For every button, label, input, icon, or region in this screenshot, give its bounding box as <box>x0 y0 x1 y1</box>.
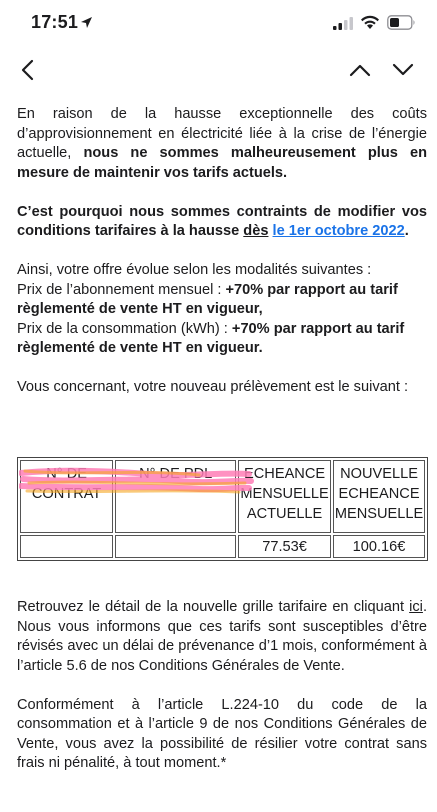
header-new-payment: NOUVELLE ECHEANCE MENSUELLE <box>333 460 425 533</box>
mail-nav-bar <box>0 48 437 94</box>
current-payment-cell: 77.53€ <box>238 535 331 558</box>
header-current-payment: ECHEANCE MENSUELLE ACTUELLE <box>238 460 331 533</box>
wifi-icon <box>360 15 380 30</box>
paragraph-tariff-change <box>17 203 427 242</box>
chevron-down-icon <box>392 63 414 77</box>
location-arrow-icon <box>80 16 93 29</box>
p2-end: . <box>404 223 409 239</box>
status-bar <box>0 0 437 48</box>
previous-message-button[interactable] <box>345 55 375 85</box>
table-row <box>20 535 425 558</box>
paragraph-termination-right: Conformément à l’article L.224-10 du code de la consommation et à l’article 9 de nos Conditions Générales de Vente, vous avez la possibilité de résilier votre contrat sans frais ni pénalité, à tout moment.* <box>17 696 427 771</box>
redaction-scribble <box>19 459 255 499</box>
battery-icon <box>387 15 416 30</box>
billing-table <box>17 457 428 561</box>
header-contract-number: N° DE CONTRAT <box>20 460 113 533</box>
paragraph-new-debit: Vous concernant, votre nouveau prélèvement est le suivant : <box>17 379 409 395</box>
subscription-price-label: Prix de l’abonnement mensuel : <box>17 281 226 298</box>
p2-underlined-text: dès <box>243 223 269 239</box>
back-button[interactable] <box>12 55 42 85</box>
consumption-price-value: +70% par rapport au tarif règlementé de vente HT en vigueur. <box>17 320 405 356</box>
paragraph-offer-changes <box>17 261 427 359</box>
paragraph-price-increase <box>17 105 427 183</box>
p5-text-b: . Nous vous informons que ces tarifs sont susceptibles d’être révisés avec un délai de prévenance d’1 mois, conformément à l’article 5.6 de nos Conditions Générales de Vente. <box>17 599 427 674</box>
chevron-left-icon <box>20 59 34 81</box>
email-body <box>17 105 427 398</box>
date-link[interactable]: le 1er octobre 2022 <box>272 223 405 239</box>
status-time: 17:51 <box>31 12 79 32</box>
p2-bold-text: C’est pourquoi nous sommes contraints de modifier vos conditions tarifaires à la hausse <box>17 203 427 239</box>
contract-number-cell <box>20 535 113 558</box>
p3-intro: Ainsi, votre offre évolue selon les modalités suivantes : <box>17 262 372 278</box>
consumption-price-label: Prix de la consommation (kWh) : <box>17 320 232 337</box>
subscription-price-value: +70% par rapport au tarif règlementé de vente HT en vigueur, <box>17 281 398 317</box>
p1-text: En raison de la hausse exceptionnelle des coûts d’approvisionnement en électricité liée à la crise de l’énergie actuelle, <box>17 106 427 161</box>
new-payment-cell: 100.16€ <box>333 535 425 558</box>
p5-text-a: Retrouvez le détail de la nouvelle grille tarifaire en cliquant <box>17 599 410 615</box>
cellular-signal-icon <box>333 17 353 30</box>
p1-bold-text: nous ne sommes malheureusement plus en mesure de maintenir vos tarifs actuels. <box>17 145 428 181</box>
tariff-grid-link[interactable]: ici <box>409 599 423 615</box>
chevron-up-icon <box>349 63 371 77</box>
paragraph-tariff-grid <box>17 598 427 676</box>
next-message-button[interactable] <box>388 55 418 85</box>
pdl-number-cell <box>115 535 236 558</box>
header-pdl-number: N° DE PDL <box>115 460 236 533</box>
email-body-lower <box>17 598 427 774</box>
